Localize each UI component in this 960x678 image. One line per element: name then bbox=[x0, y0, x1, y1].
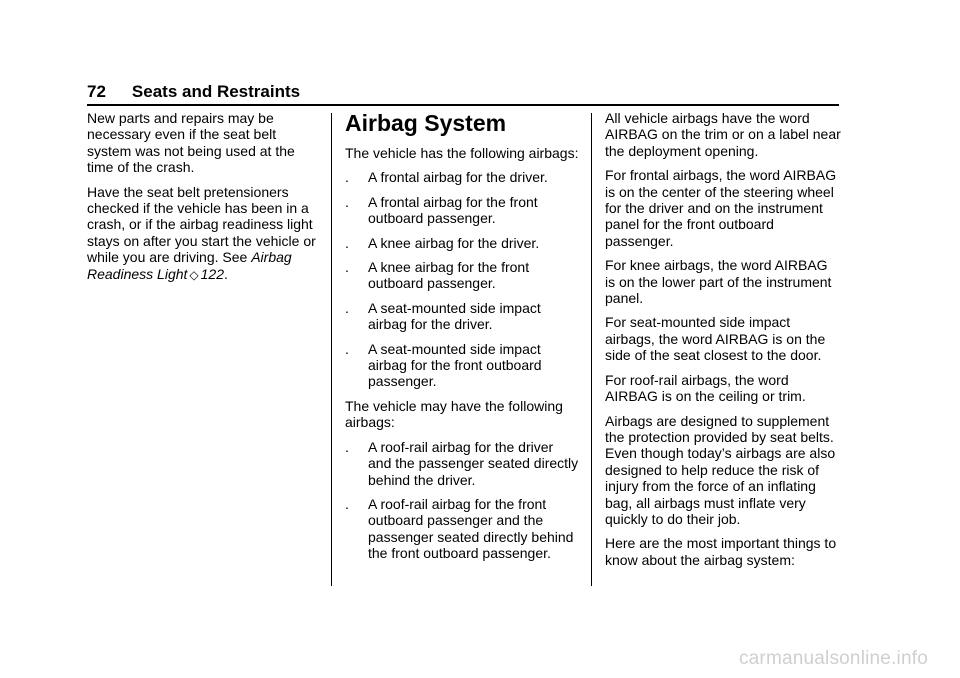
bullet-icon: . bbox=[345, 495, 349, 512]
list-item-text: A roof-rail airbag for the driver and the passenger seated directly behind the driver. bbox=[368, 438, 579, 488]
list-item bbox=[345, 300, 580, 333]
paragraph-side-impact-airbags: For seat-mounted side impact airbags, the word AIRBAG is on the side of the seat closest to the door. bbox=[605, 314, 826, 364]
bullet-icon: . bbox=[345, 299, 349, 316]
paragraph-supplement: Airbags are designed to supplement the protection provided by seat belts. Even though today’s airbags are also designed to help reduce the risk of injury from the force of an inflating bag, all airbags must inflate very quickly to do their job. bbox=[605, 412, 836, 527]
page-reference-icon: ◇ bbox=[189, 267, 199, 282]
list-item bbox=[345, 341, 580, 390]
paragraph-repairs: New parts and repairs may be necessary even if the seat belt system was not being used at the time of the crash. bbox=[87, 110, 295, 176]
optional-airbags-intro: The vehicle may have the following airbags: bbox=[345, 397, 563, 431]
page-number: 72 bbox=[87, 82, 106, 101]
airbag-system-heading: Airbag System bbox=[345, 110, 507, 136]
page-reference-number[interactable]: 122 bbox=[200, 265, 224, 282]
column-2 bbox=[345, 110, 580, 570]
list-item-text: A roof-rail airbag for the front outboard passenger and the passenger seated directly behind the front outboard passenger. bbox=[368, 495, 574, 562]
list-item bbox=[345, 439, 580, 488]
airbag-readiness-light-link[interactable]: Airbag Readiness Light bbox=[87, 249, 292, 282]
paragraph-roof-rail-airbags: For roof-rail airbags, the word AIRBAG is on the ceiling or trim. bbox=[605, 371, 806, 405]
paragraph-knee-airbags: For knee airbags, the word AIRBAG is on the lower part of the instrument panel. bbox=[605, 257, 832, 307]
optional-airbag-list bbox=[345, 439, 580, 562]
watermark: carmanualsonline.info bbox=[738, 648, 928, 669]
list-item-text: A seat-mounted side impact airbag for the front outboard passenger. bbox=[368, 340, 542, 390]
bullet-icon: . bbox=[345, 193, 349, 210]
paragraph-important-things: Here are the most important things to know about the airbag system: bbox=[605, 535, 837, 568]
bullet-icon: . bbox=[345, 169, 349, 186]
bullet-icon: . bbox=[345, 340, 349, 357]
list-item-text: A knee airbag for the driver. bbox=[368, 234, 540, 251]
column-1 bbox=[87, 110, 323, 291]
airbags-intro: The vehicle has the following airbags: bbox=[345, 145, 579, 161]
list-item bbox=[345, 194, 580, 227]
list-item bbox=[345, 259, 580, 292]
column-3 bbox=[605, 110, 841, 576]
pretensioner-text: Have the seat belt pretensioners checked if the vehicle has been in a crash, or if the airbag readiness light stays on after you start the vehicle or while you are driving. See bbox=[87, 183, 316, 266]
list-item-text: A seat-mounted side impact airbag for the driver. bbox=[368, 299, 541, 333]
paragraph-frontal-airbags: For frontal airbags, the word AIRBAG is on the center of the steering wheel for the driver and on the instrument panel for the front outboard passenger. bbox=[605, 167, 837, 249]
airbag-list bbox=[345, 169, 580, 389]
paragraph-airbag-label: All vehicle airbags have the word AIRBAG on the trim or on a label near the deployment opening. bbox=[605, 110, 841, 159]
list-item-text: A frontal airbag for the driver. bbox=[368, 169, 548, 186]
bullet-icon: . bbox=[345, 234, 349, 251]
list-item-text: A frontal airbag for the front outboard passenger. bbox=[368, 193, 538, 227]
list-item bbox=[345, 235, 580, 251]
list-item-text: A knee airbag for the front outboard passenger. bbox=[368, 259, 530, 292]
section-title: Seats and Restraints bbox=[131, 82, 301, 101]
paragraph-pretensioners bbox=[87, 184, 323, 283]
sentence-end: . bbox=[224, 265, 228, 282]
list-item bbox=[345, 169, 580, 185]
page-header bbox=[87, 82, 839, 106]
column-divider-2 bbox=[591, 113, 592, 586]
bullet-icon: . bbox=[345, 438, 349, 455]
column-divider-1 bbox=[331, 113, 332, 586]
list-item bbox=[345, 496, 580, 562]
bullet-icon: . bbox=[345, 259, 349, 276]
